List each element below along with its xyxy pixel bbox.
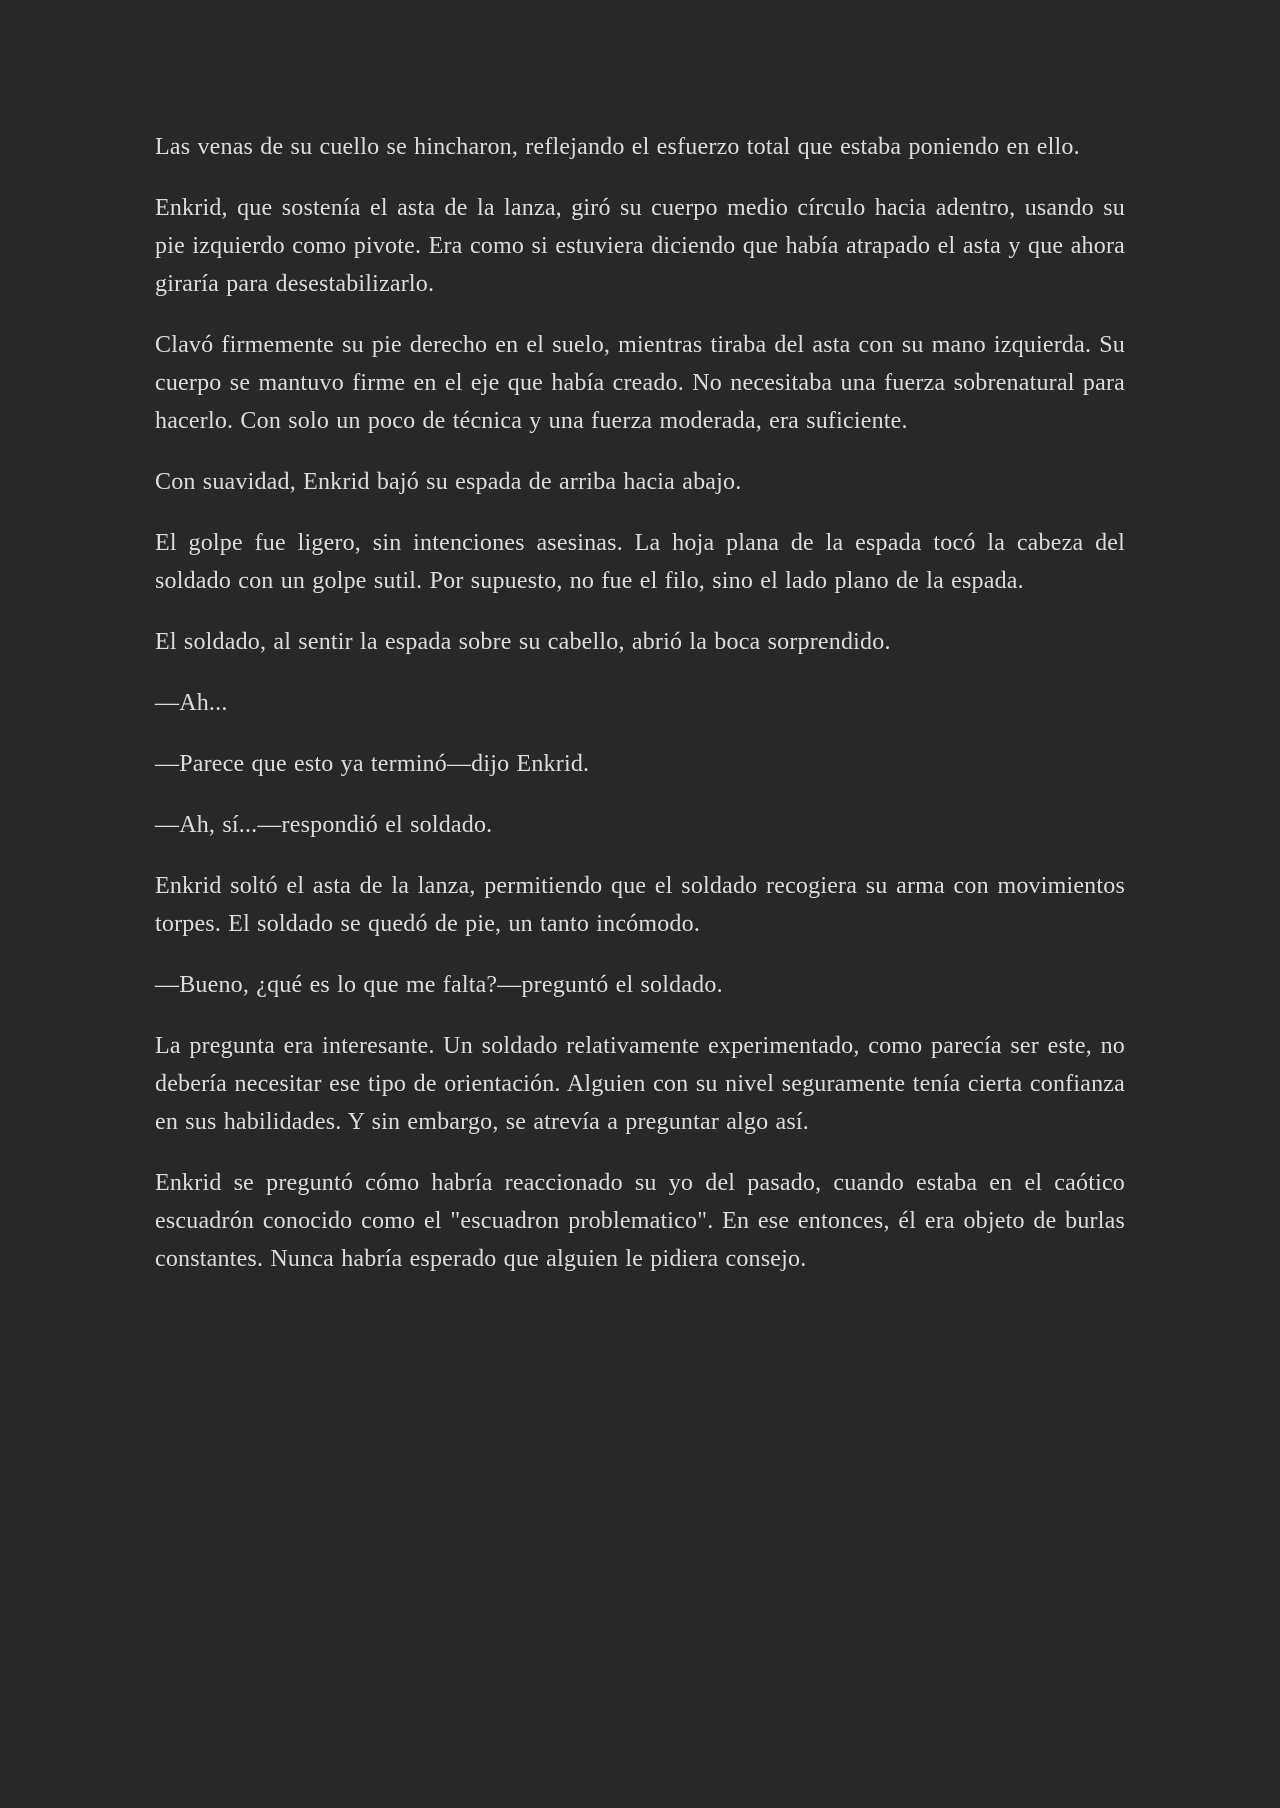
paragraph: Con suavidad, Enkrid bajó su espada de arriba hacia abajo. (155, 469, 742, 495)
paragraph-dialogue: —Ah... (155, 690, 228, 716)
paragraph: Clavó firmemente su pie derecho en el suelo, mientras tiraba del asta con su mano izquierda. Su cuerpo se mantuvo firme en el eje que había creado. No necesitaba una fuerza sobrenatural para hacerlo. Con solo un poco de técnica y una fuerza moderada, era suficiente. (155, 332, 1125, 434)
paragraph-dialogue: —Ah, sí...—respondió el soldado. (155, 812, 493, 838)
paragraph: Enkrid, que sostenía el asta de la lanza, giró su cuerpo medio círculo hacia adentro, usando su pie izquierdo como pivote. Era como si estuviera diciendo que había atrapado el asta y que ahora giraría para desestabilizarlo. (155, 195, 1125, 297)
paragraph: Las venas de su cuello se hincharon, reflejando el esfuerzo total que estaba poniendo en ello. (155, 134, 1080, 160)
paragraph: La pregunta era interesante. Un soldado relativamente experimentado, como parecía ser este, no debería necesitar ese tipo de orientación. Alguien con su nivel seguramente tenía cierta confianza en sus habilidades. Y sin embargo, se atrevía a preguntar algo así. (155, 1033, 1125, 1135)
paragraph: El soldado, al sentir la espada sobre su cabello, abrió la boca sorprendido. (155, 629, 891, 655)
chapter-text (155, 0, 1125, 1398)
paragraph: El golpe fue ligero, sin intenciones asesinas. La hoja plana de la espada tocó la cabeza del soldado con un golpe sutil. Por supuesto, no fue el filo, sino el lado plano de la espada. (155, 530, 1125, 594)
paragraph-dialogue: —Parece que esto ya terminó—dijo Enkrid. (155, 751, 590, 777)
paragraph: Enkrid soltó el asta de la lanza, permitiendo que el soldado recogiera su arma con movimientos torpes. El soldado se quedó de pie, un tanto incómodo. (155, 873, 1125, 937)
paragraph: Enkrid se preguntó cómo habría reaccionado su yo del pasado, cuando estaba en el caótico escuadrón conocido como el "escuadron problematico". En ese entonces, él era objeto de burlas constantes. Nunca habría esperado que alguien le pidiera consejo. (155, 1170, 1125, 1272)
paragraph-dialogue: —Bueno, ¿qué es lo que me falta?—preguntó el soldado. (155, 972, 723, 998)
